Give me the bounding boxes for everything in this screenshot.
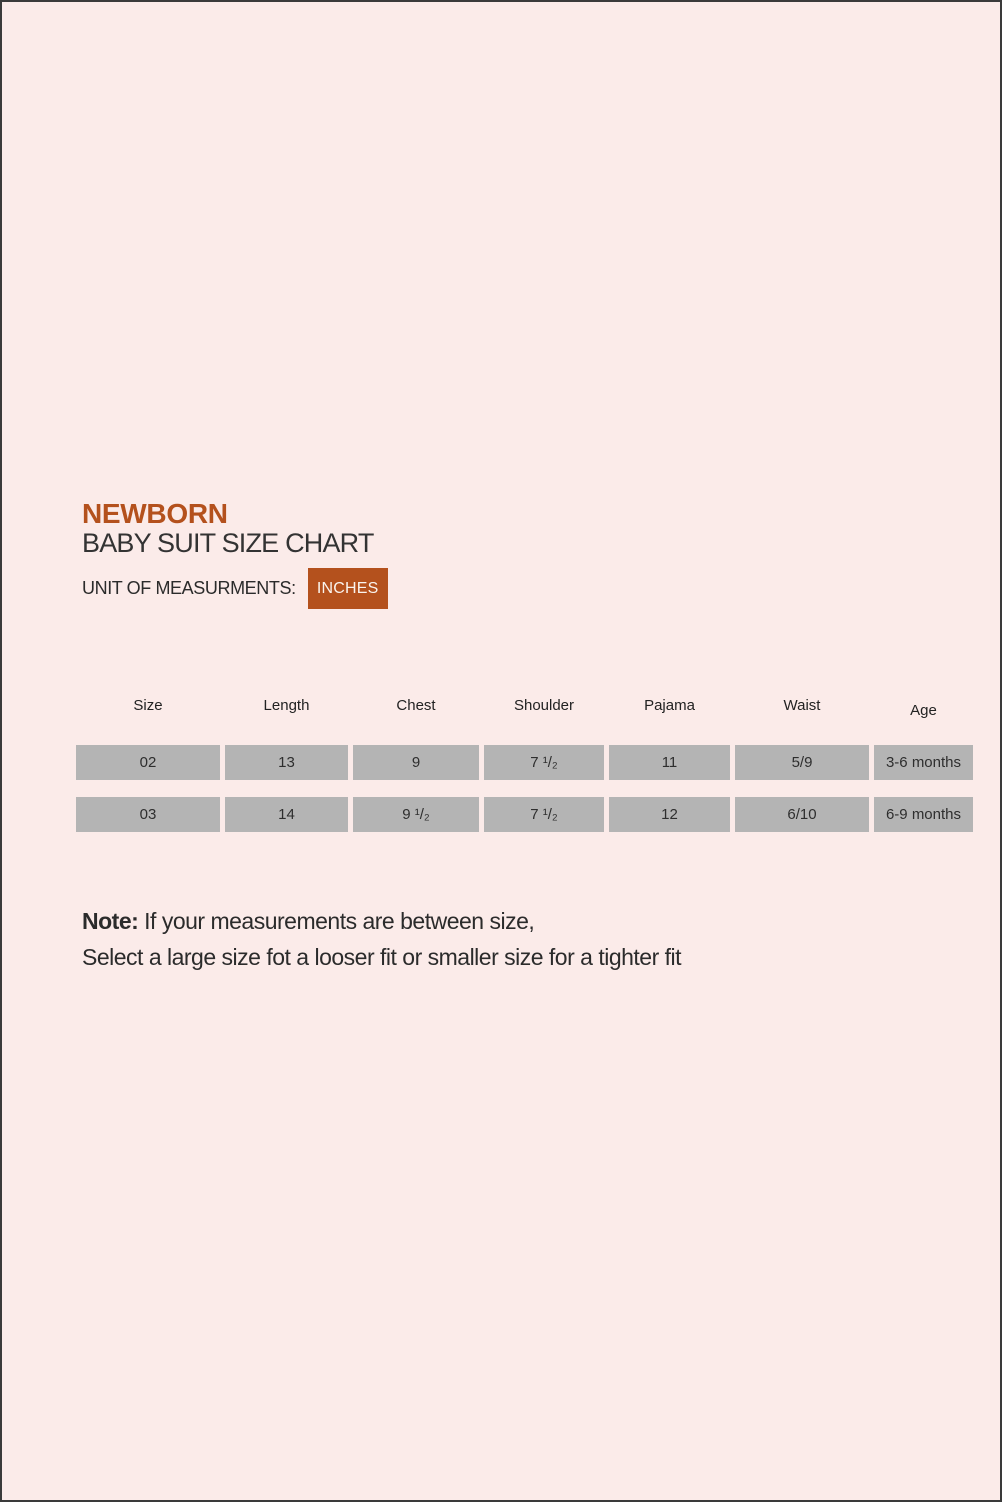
column-header-shoulder: Shoulder — [513, 697, 575, 714]
column-header-length: Length — [263, 697, 310, 714]
cell-chest: 9 — [353, 745, 479, 780]
column-header-pajama: Pajama — [644, 697, 695, 714]
column-header-chest: Chest — [396, 697, 436, 714]
cell-shoulder: 7 ¹/₂ — [484, 797, 604, 832]
note-line-2: Select a large size fot a looser fit or smaller size for a tighter fit — [82, 944, 682, 970]
table-row — [76, 797, 973, 832]
title-block — [82, 499, 374, 558]
column-header-size: Size — [133, 697, 163, 714]
unit-of-measurement-row — [82, 568, 388, 609]
cell-length: 13 — [225, 745, 348, 780]
cell-length: 14 — [225, 797, 348, 832]
page-title: BABY SUIT SIZE CHART — [82, 528, 374, 558]
category-title: NEWBORN — [82, 498, 228, 529]
note-line-1 — [82, 903, 681, 939]
unit-inches-badge[interactable]: INCHES — [308, 568, 388, 609]
cell-pajama: 12 — [609, 797, 730, 832]
column-header-age: Age — [910, 702, 937, 719]
note-text — [82, 903, 681, 975]
cell-age: 3-6 months — [874, 745, 973, 780]
cell-age: 6-9 months — [874, 797, 973, 832]
cell-waist: 6/10 — [735, 797, 869, 832]
cell-pajama: 11 — [609, 745, 730, 780]
cell-shoulder: 7 ¹/₂ — [484, 745, 604, 780]
unit-of-measurement-label: UNIT OF MEASURMENTS: — [82, 578, 296, 598]
cell-size: 03 — [76, 797, 220, 832]
table-row — [76, 745, 973, 780]
table-header-row — [76, 695, 973, 717]
cell-waist: 5/9 — [735, 745, 869, 780]
note-line-1-text: If your measurements are between size, — [138, 908, 535, 934]
cell-size: 02 — [76, 745, 220, 780]
cell-chest: 9 ¹/₂ — [353, 797, 479, 832]
column-header-waist: Waist — [783, 697, 821, 714]
note-label: Note: — [82, 908, 139, 934]
